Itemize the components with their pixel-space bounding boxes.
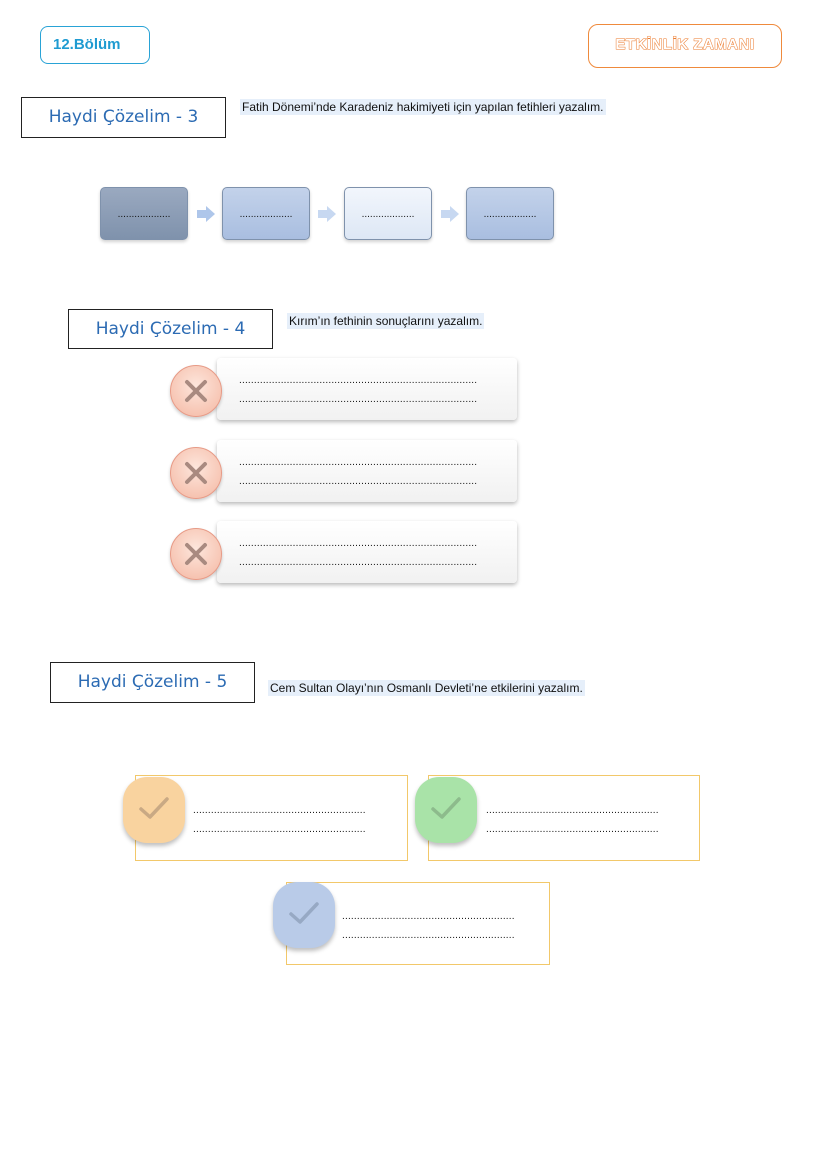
- answer-line[interactable]: ..........................................................: [342, 930, 515, 941]
- flow-box-3[interactable]: ...................: [344, 187, 432, 240]
- answer-line[interactable]: ..........................................................: [486, 805, 659, 816]
- result-card-1[interactable]: [217, 358, 517, 420]
- answer-line[interactable]: ..........................................................: [486, 824, 659, 835]
- answer-line[interactable]: ................................................................................: [239, 394, 478, 405]
- result-card-3[interactable]: [217, 521, 517, 583]
- chapter-badge: 12.Bölüm: [40, 26, 150, 64]
- activity-banner: ETKİNLİK ZAMANI: [588, 24, 782, 68]
- section-3-title: Haydi Çözelim - 3: [21, 97, 226, 138]
- section-3-prompt: Fatih Dönemi’nde Karadeniz hakimiyeti için yapılan fetihleri yazalım.: [242, 100, 604, 114]
- right-arrow-icon: [441, 206, 459, 222]
- right-arrow-icon: [318, 206, 336, 222]
- flow-box-1[interactable]: ...................: [100, 187, 188, 240]
- result-card-2[interactable]: [217, 440, 517, 502]
- flow-box-4[interactable]: ...................: [466, 187, 554, 240]
- answer-line[interactable]: ................................................................................: [239, 457, 478, 468]
- answer-line[interactable]: ..........................................................: [193, 824, 366, 835]
- right-arrow-icon: [197, 206, 215, 222]
- answer-line[interactable]: ..........................................................: [193, 805, 366, 816]
- answer-line[interactable]: ................................................................................: [239, 538, 478, 549]
- flow-box-2[interactable]: ...................: [222, 187, 310, 240]
- x-mark-icon: [170, 528, 222, 580]
- answer-line[interactable]: ................................................................................: [239, 476, 478, 487]
- answer-line[interactable]: ................................................................................: [239, 375, 478, 386]
- check-mark-icon: [123, 777, 185, 843]
- section-4-title: Haydi Çözelim - 4: [68, 309, 273, 349]
- section-5-title: Haydi Çözelim - 5: [50, 662, 255, 703]
- answer-line[interactable]: ................................................................................: [239, 557, 478, 568]
- x-mark-icon: [170, 447, 222, 499]
- check-mark-icon: [273, 882, 335, 948]
- section-5-prompt: Cem Sultan Olayı’nın Osmanlı Devleti’ne etkilerini yazalım.: [270, 681, 583, 695]
- x-mark-icon: [170, 365, 222, 417]
- section-4-prompt: Kırım’ın fethinin sonuçlarını yazalım.: [289, 314, 483, 328]
- check-mark-icon: [415, 777, 477, 843]
- answer-line[interactable]: ..........................................................: [342, 911, 515, 922]
